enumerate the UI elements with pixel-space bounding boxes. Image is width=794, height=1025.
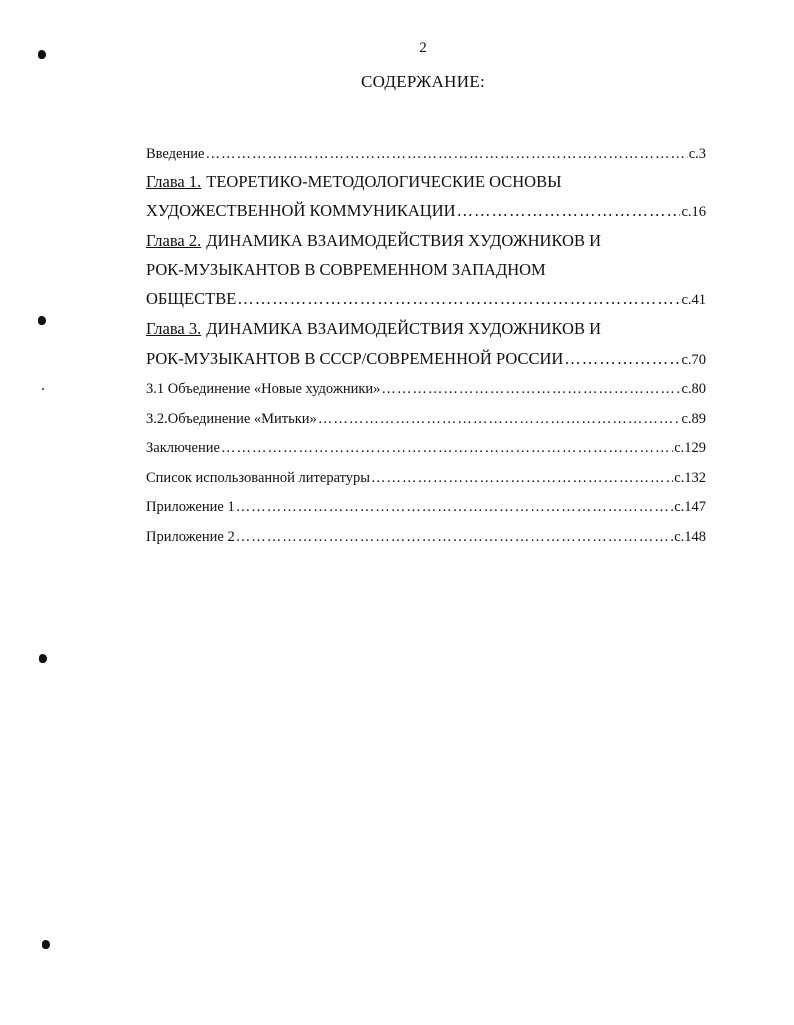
toc-label: 3.1 Объединение «Новые художники» <box>146 381 381 397</box>
chapter-title: ТЕОРЕТИКО-МЕТОДОЛОГИЧЕСКИЕ ОСНОВЫ <box>206 172 562 191</box>
chapter-title: ДИНАМИКА ВЗАИМОДЕЙСТВИЯ ХУДОЖНИКОВ И <box>206 231 602 250</box>
toc-entry-references <box>146 464 706 492</box>
chapter-prefix: Глава 3. <box>146 319 202 338</box>
toc-page: с.41 <box>681 292 706 308</box>
dot-leader <box>221 434 673 462</box>
dot-leader <box>564 345 680 373</box>
dot-leader <box>318 405 681 433</box>
dot-leader <box>237 285 680 313</box>
toc-page: с.129 <box>674 440 706 456</box>
toc-entry-chapter3-line1 <box>146 315 706 343</box>
toc-entry-section-3-1 <box>146 375 706 403</box>
toc-page: с.16 <box>681 204 706 220</box>
toc-entry-chapter2-line1 <box>146 227 706 255</box>
toc-entry-chapter2-line3 <box>146 285 706 313</box>
scan-speck <box>42 388 44 390</box>
dot-leader <box>236 523 673 551</box>
toc-entry-appendix1 <box>146 493 706 521</box>
scan-mark <box>39 654 47 663</box>
toc-entry-chapter2-line2 <box>146 256 706 284</box>
toc-entry-chapter3-line2 <box>146 345 706 373</box>
toc-page: с.148 <box>674 529 706 545</box>
chapter-title-cont: РОК-МУЗЫКАНТОВ В СССР/СОВРЕМЕННОЙ РОССИИ <box>146 349 564 368</box>
toc-label: Заключение <box>146 440 220 456</box>
toc-page: с.132 <box>674 470 706 486</box>
chapter-title-cont: ХУДОЖЕСТВЕННОЙ КОММУНИКАЦИИ <box>146 201 456 220</box>
toc-entry-appendix2 <box>146 523 706 551</box>
dot-leader <box>236 493 673 521</box>
toc-entry-section-3-2 <box>146 405 706 433</box>
dot-leader <box>371 464 673 492</box>
scan-mark <box>38 316 46 325</box>
toc-page: с.70 <box>681 352 706 368</box>
toc-label: Список использованной литературы <box>146 470 371 486</box>
toc-entry-chapter1-line1 <box>146 168 706 196</box>
toc-page: с.80 <box>681 381 706 397</box>
toc-label: Приложение 1 <box>146 499 235 515</box>
page-title: СОДЕРЖАНИЕ: <box>360 72 486 91</box>
toc-label: Приложение 2 <box>146 529 235 545</box>
toc-page: с.3 <box>688 146 706 162</box>
chapter-prefix: Глава 2. <box>146 231 202 250</box>
toc-page: с.89 <box>681 411 706 427</box>
dot-leader <box>381 375 680 403</box>
scan-mark <box>42 940 50 949</box>
chapter-prefix: Глава 1. <box>146 172 202 191</box>
dot-leader <box>205 140 687 168</box>
chapter-title-cont: ОБЩЕСТВЕ <box>146 289 237 308</box>
toc-entry-chapter1-line2 <box>146 197 706 225</box>
page-number: 2 <box>419 40 427 56</box>
chapter-title-cont: РОК-МУЗЫКАНТОВ В СОВРЕМЕННОМ ЗАПАДНОМ <box>146 260 546 279</box>
scan-mark <box>38 50 46 59</box>
chapter-title: ДИНАМИКА ВЗАИМОДЕЙСТВИЯ ХУДОЖНИКОВ И <box>206 319 602 338</box>
toc-label: 3.2.Объединение «Митьки» <box>146 411 317 427</box>
toc-entry-intro <box>146 140 706 168</box>
toc-entry-conclusion <box>146 434 706 462</box>
dot-leader <box>457 197 681 225</box>
toc-label: Введение <box>146 146 205 162</box>
toc-page: с.147 <box>674 499 706 515</box>
